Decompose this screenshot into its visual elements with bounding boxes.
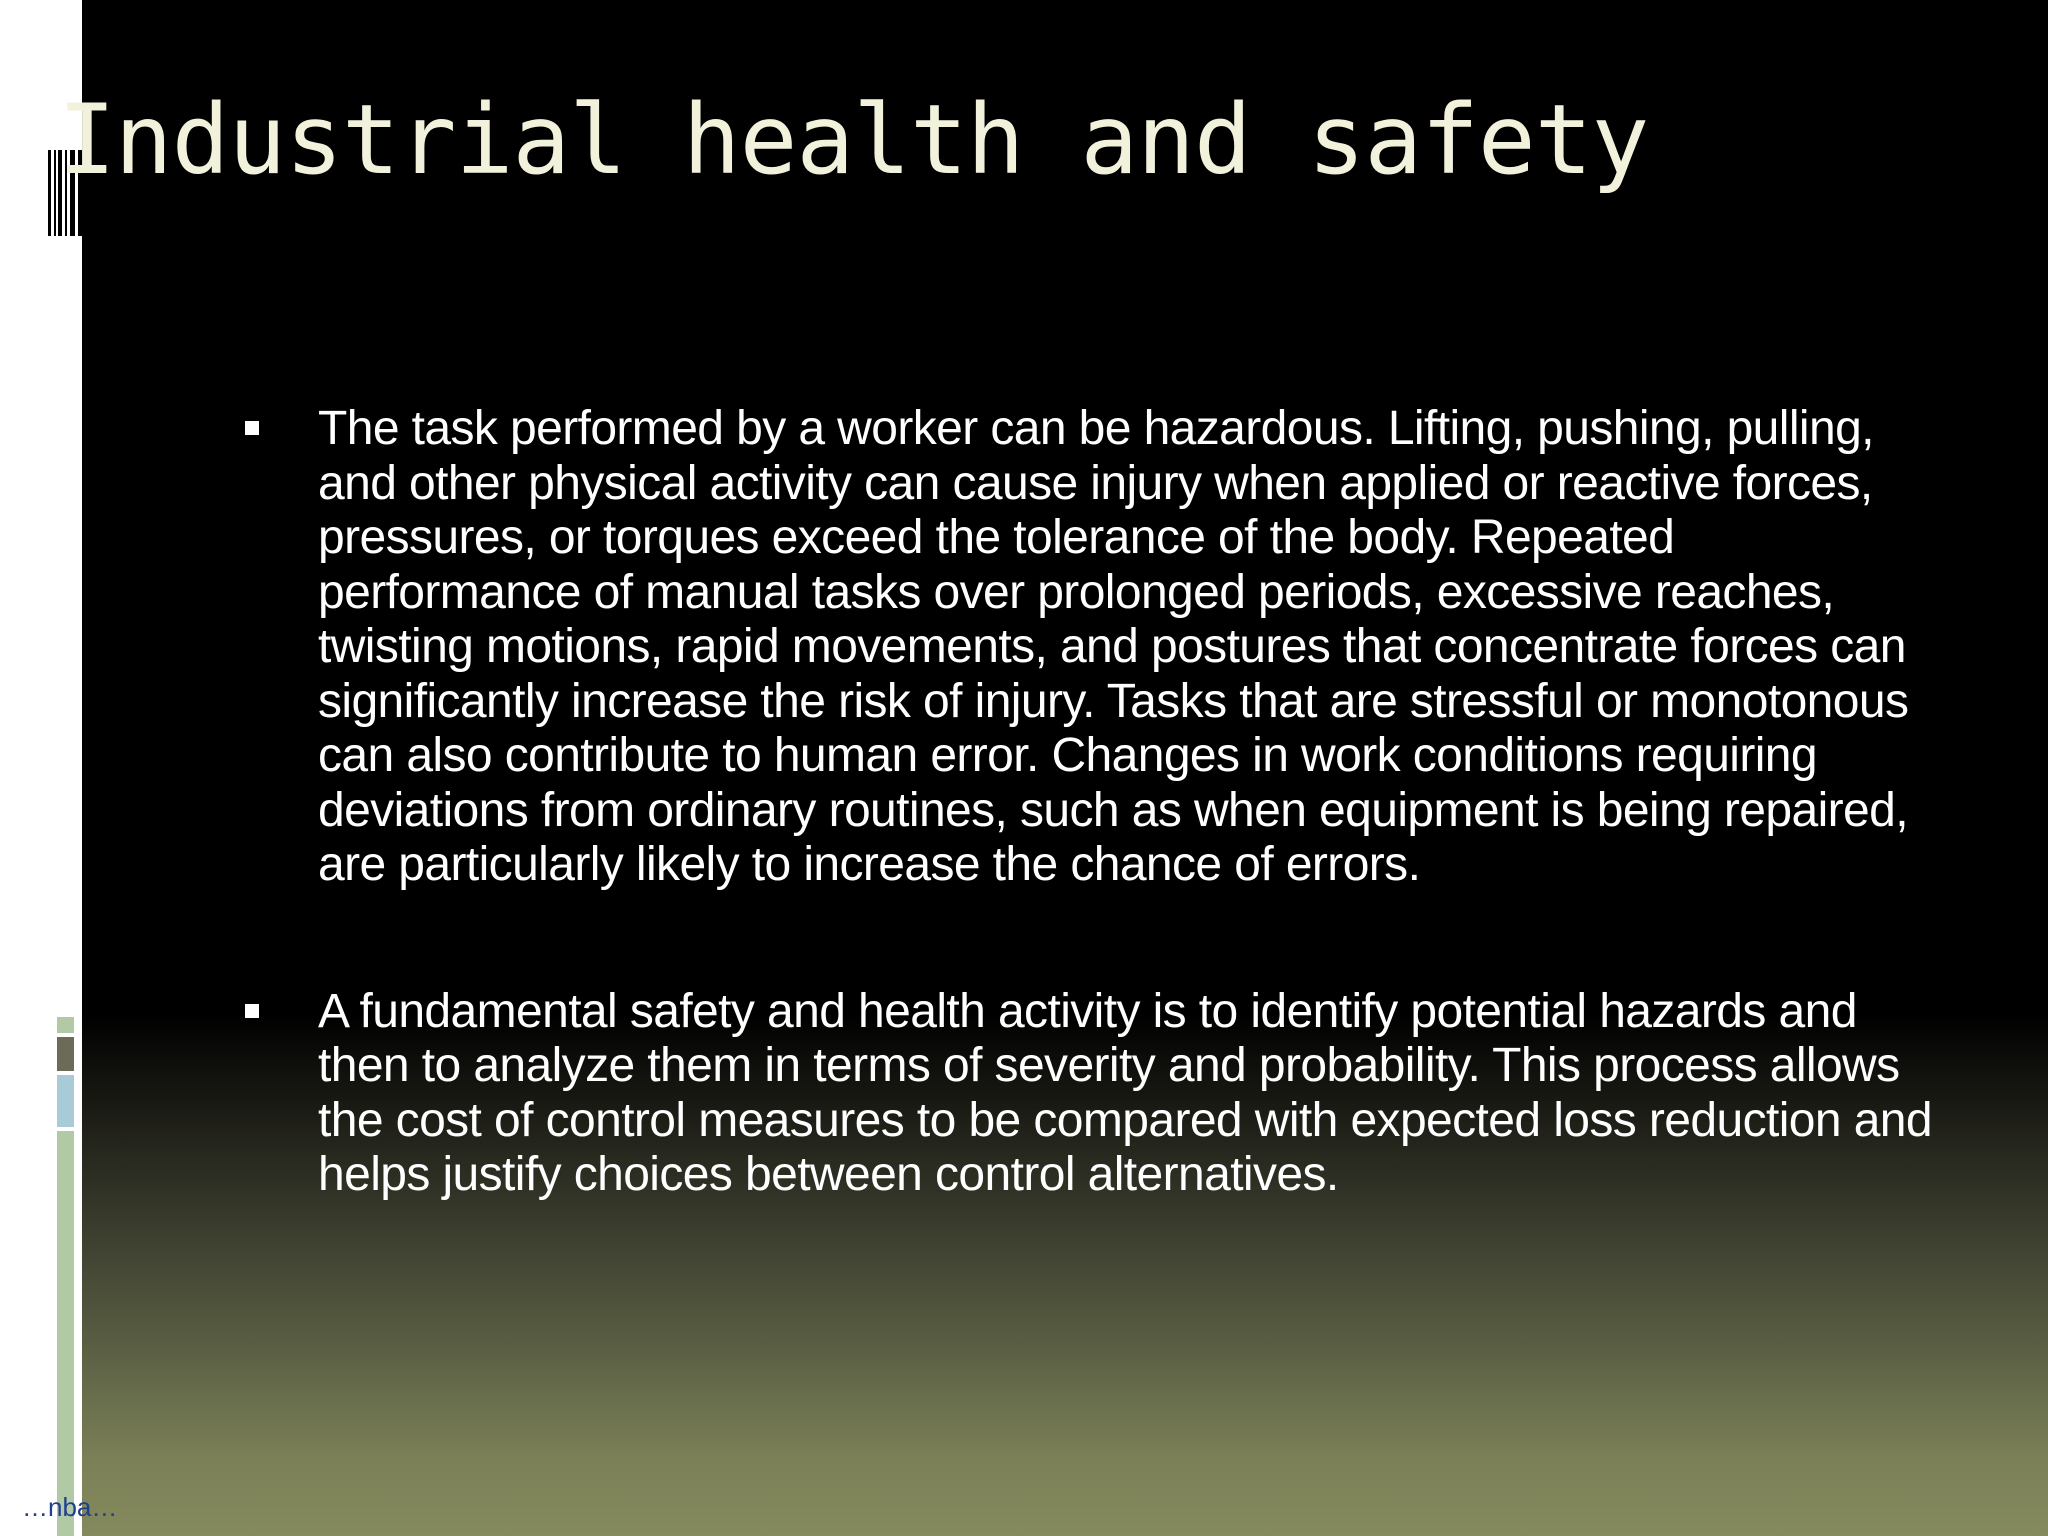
- bullet-item: [240, 402, 1940, 893]
- square-bullet-icon: [245, 421, 259, 435]
- decorative-color-bar-green: [57, 1131, 74, 1536]
- decorative-color-bar-olive: [57, 1037, 74, 1071]
- bullet-list: [240, 402, 1940, 1203]
- bullet-item: [240, 985, 1940, 1203]
- decorative-color-bar-green-top: [57, 1017, 74, 1033]
- footer-text: …nba…: [22, 1492, 118, 1522]
- bullet-text: The task performed by a worker can be hazardous. Lifting, pushing, pulling, and other physical activity can cause injury when applied or reactive forces, pressures, or torques exceed the tolerance of the body. Repeated performance of manual tasks over prolonged periods, excessive reaches, twisting motions, rapid movements, and postures that concentrate forces can significantly increase the risk of injury. Tasks that are stressful or monotonous can also contribute to human error. Changes in work conditions requiring deviations from ordinary routines, such as when equipment is being repaired, are particularly likely to increase the chance of errors.: [318, 402, 1909, 891]
- slide-title: Industrial health and safety: [58, 84, 1649, 196]
- bullet-text: A fundamental safety and health activity is to identify potential hazards and then to analyze them in terms of severity and probability. This process allows the cost of control measures to be compared with expected loss reduction and helps justify choices between control alternatives.: [318, 984, 1932, 1201]
- decorative-color-bar-blue: [57, 1075, 74, 1127]
- square-bullet-icon: [245, 1004, 259, 1018]
